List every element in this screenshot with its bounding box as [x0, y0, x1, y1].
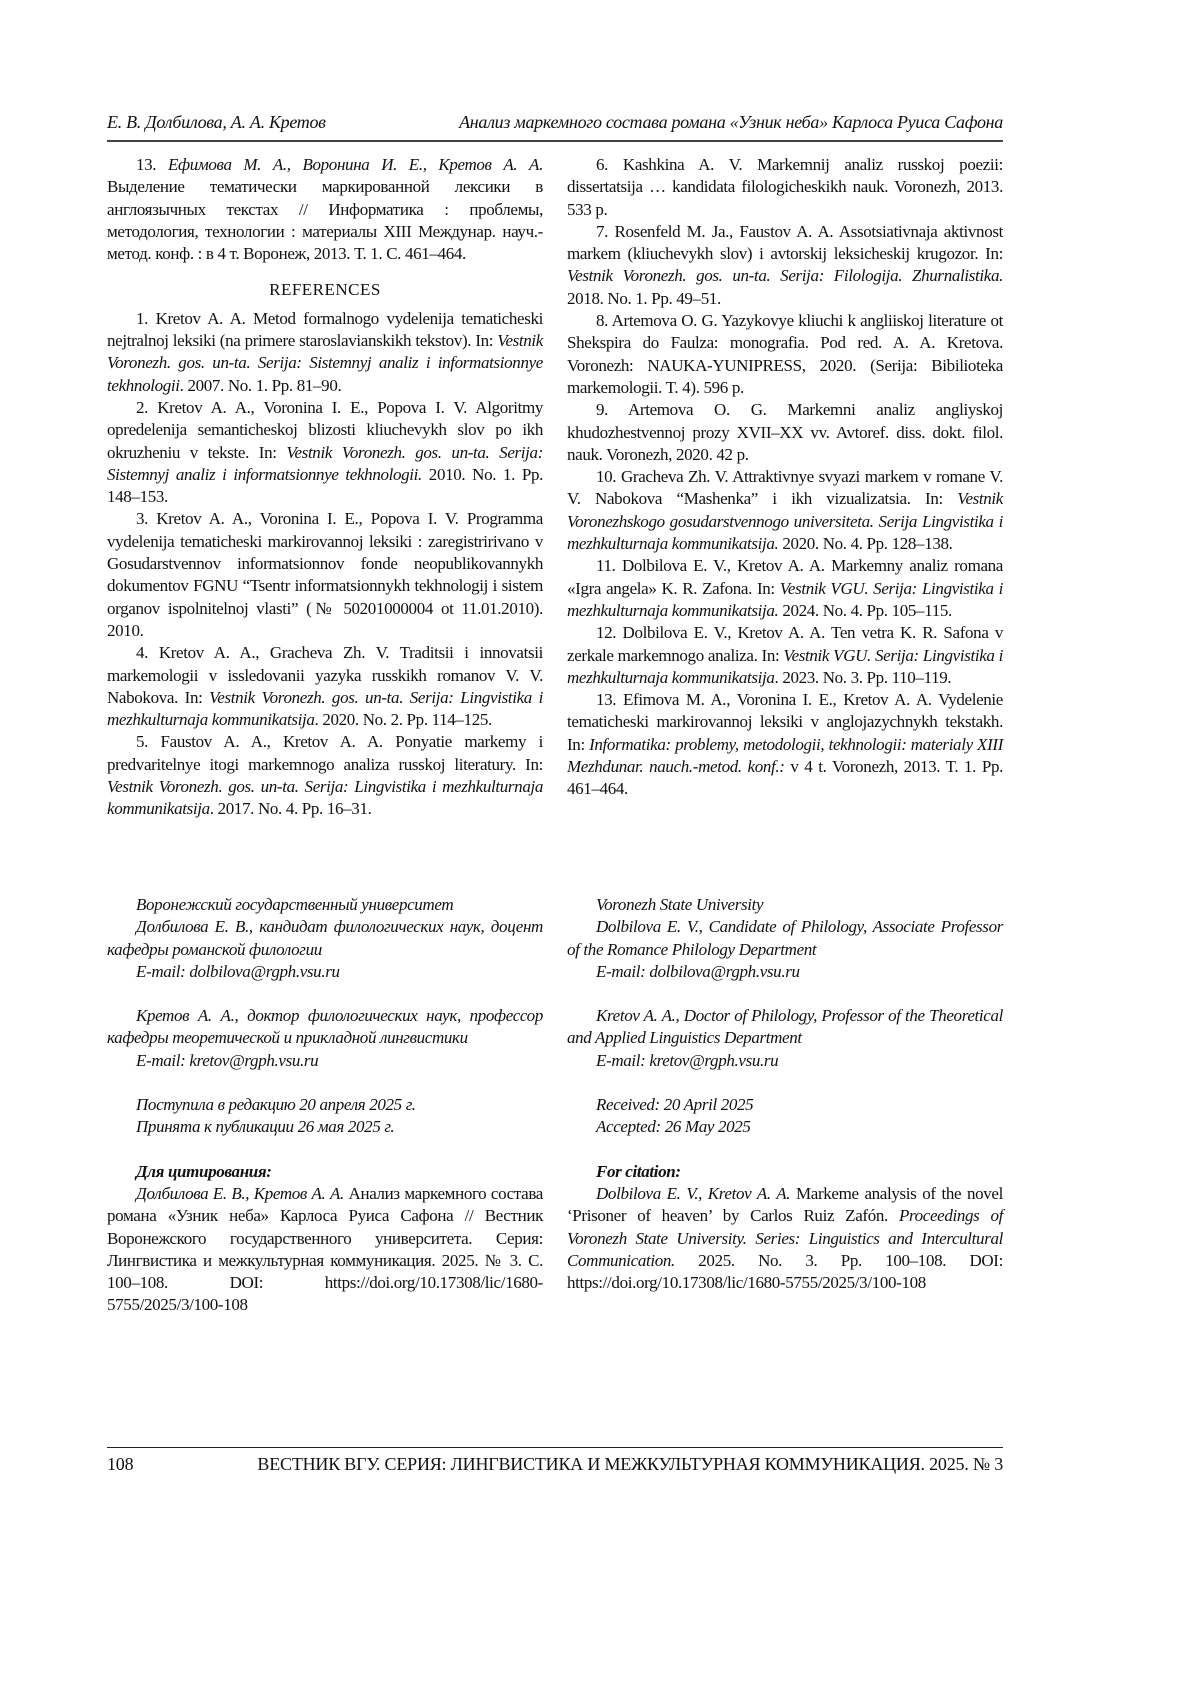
header-authors: Е. В. Долбилова, А. А. Кретов — [107, 112, 326, 132]
text-segment: 2024. No. 4. Pp. 105–115. — [778, 600, 952, 620]
text-segment: 4. Kretov A. A., Gracheva Zh. V. Traditsii i innovatsii markemologii v issledovanii yazyka russkikh romanov V. V. Nabokova. In: — [107, 643, 543, 707]
author-info: Kretov A. A., Doctor of Philology, Professor of the Theoretical and Applied Linguistics Department — [567, 1006, 1003, 1048]
italic-segment: Vestnik VGU. Serija: Lingvistika i mezhkulturnaja kommunikatsija. — [567, 578, 1003, 620]
text-segment: 3. Kretov A. A., Voronina I. E., Popova I. V. Programma vydelenija tematicheski markirovannoj leksiki : zaregistririvano v Gosudarstvennov informatsionnov fonde neopublikovannykh dokumentov FGNU “Tsentr informatsionnykh tekhnologij i sistem organov ispolnitelnoj vlasti” (№ 50201000004 ot 11.01.2010). 2010. — [107, 509, 543, 640]
citation-text — [567, 1183, 1003, 1294]
text-segment: . 2020. No. 2. Pp. 114–125. — [314, 710, 492, 730]
text-segment: 2. Kretov A. A., Voronina I. E., Popova I. V. Algoritmy opredelenija semanticheskoj blizosti kliuchevykh slov po ikh okruzheniu v tekste. In: — [107, 397, 543, 462]
italic-segment: Vestnik VGU. Serija: Lingvistika i mezhkulturnaja kommunikatsija — [567, 645, 1003, 687]
received-date: Поступила в редакцию 20 апреля 2025 г. — [136, 1095, 416, 1115]
text-segment: 5. Faustov A. A., Kretov A. A. Ponyatie markemy i predvaritelnye itogi markemnogo analiza russkoj literatury. In: — [107, 732, 543, 774]
italic-segment: Ефимова М. А., Воронина И. Е., Кретов А. А. — [167, 155, 543, 174]
text-segment: Выделение тематически маркированной лексики в англоязычных текстах // Информатика : проблемы, методология, технологии : материалы XIII Междунар. науч.-метод. конф. : в 4 т. Воронеж, 2013. Т. 1. С. 461–464. — [107, 177, 543, 264]
text-segment: Markeme analysis of the novel ‘Prisoner of heaven’ by Carlos Ruiz Zafón. — [567, 1183, 1004, 1226]
author-info: Dolbilova E. V., Candidate of Philology, Associate Professor of the Romance Philology Department — [567, 917, 1003, 959]
text-segment: 12. Dolbilova E. V., Kretov A. A. Ten vetra K. R. Safona v zerkale markemnogo analiza. In: — [567, 623, 1003, 665]
affiliation-en — [567, 894, 1003, 1294]
text-segment: . 2007. No. 1. Pp. 81–90. — [179, 375, 342, 395]
text-segment: 8. Artemova O. G. Yazykovye kliuchi k angliiskoj literature ot Shekspira do Faulza: monografia. Pod red. A. A. Kretova. Voronezh: NAUKA-YUNIPRESS, 2020. (Serija: Bibilioteka markemologii. T. 4). 596 p. — [567, 311, 1003, 397]
text-segment: 2025. No. 3. Pp. 100–108. DOI: https://doi.org/10.17308/lic/1680-5755/2025/3/100-108 — [567, 1250, 1003, 1293]
italic-segment: Vestnik Voronezh. gos. un-ta. Serija: Lingvistika i mezhkulturnaja kommunikatsija — [107, 687, 543, 730]
reference-item — [567, 689, 1003, 800]
footer-rule — [107, 1447, 1003, 1448]
reference-item — [107, 397, 543, 508]
citation-heading: For citation: — [596, 1161, 681, 1181]
email-link[interactable]: E-mail: dolbilova@rgph.vsu.ru — [596, 961, 800, 981]
text-segment: 7. Rosenfeld M. Ja., Faustov A. A. Assotsiativnaja aktivnost markem (kliuchevykh slov) i avtorskij leksicheskij krugozor. In: — [567, 221, 1003, 264]
journal-name: ВЕСТНИК ВГУ. СЕРИЯ: ЛИНГВИСТИКА И МЕЖКУЛЬТУРНАЯ КОММУНИКАЦИЯ. 2025. № 3 — [257, 1454, 1003, 1474]
affiliation-ru — [107, 894, 543, 1317]
text-segment: 2020. No. 4. Pp. 128–138. — [778, 534, 953, 554]
header-rule — [107, 140, 1003, 142]
text-segment: v 4 t. Voronezh, 2013. T. 1. Pp. 461–464. — [567, 757, 1003, 799]
running-header — [107, 112, 1003, 138]
email-link[interactable]: E-mail: kretov@rgph.vsu.ru — [596, 1050, 779, 1070]
text-segment: 10. Gracheva Zh. V. Attraktivnye svyazi markem v romane V. V. Nabokova “Mashenka” i ikh vizualizatsia. In: — [567, 467, 1003, 509]
page-number: 108 — [107, 1454, 134, 1474]
reference-item — [567, 555, 1003, 622]
references-heading: REFERENCES — [269, 280, 381, 300]
text-segment: . 2023. No. 3. Pp. 110–119. — [774, 667, 952, 687]
accepted-date: Принята к публикации 26 мая 2025 г. — [136, 1117, 395, 1137]
reference-item — [107, 642, 543, 731]
reference-item — [567, 622, 1003, 689]
text-segment: 13. Efimova M. A., Voronina I. E., Kretov A. A. Vydelenie tematicheski markirovannoj leksiki v anglojazychnykh tekstakh. In: — [567, 690, 1003, 754]
reference-item — [567, 310, 1003, 399]
italic-segment: Vestnik Voronezh. gos. un-ta. Serija: Filologija. Zhurnalistika. — [567, 266, 1003, 286]
citation-paragraph — [567, 1183, 1003, 1294]
text-segment: 13. — [136, 155, 168, 174]
email-link[interactable]: E-mail: dolbilova@rgph.vsu.ru — [136, 961, 340, 981]
author-info: Кретов А. А., доктор филологических наук, профессор кафедры теоретической и прикладной лингвистики — [107, 1006, 543, 1048]
reference-item — [567, 399, 1003, 466]
page-footer — [107, 1454, 1003, 1475]
text-segment: 11. Dolbilova E. V., Kretov A. A. Markemny analiz romana «Igra angela» K. R. Zafona. In: — [567, 556, 1003, 598]
italic-segment: Proceedings of Voronezh State University. Series: Linguistics and Intercultural Communication. — [567, 1206, 1003, 1270]
right-column — [567, 154, 1003, 801]
reference-item — [107, 154, 543, 265]
italic-segment: Vestnik Voronezhskogo gosudarstvennogo universiteta. Serija Lingvistika i mezhkulturnaja kommunikatsija. — [567, 489, 1003, 554]
text-segment: 1. Kretov A. A. Metod formalnogo vydelenija tematicheski nejtralnoj leksiki (na primere staroslavianskikh tekstov). In: — [107, 308, 543, 351]
text-segment: Анализ маркемного состава романа «Узник неба» Карлоса Руиса Сафона // Вестник Воронежского государственного университета. Серия: Лингвистика и межкультурная коммуникация. 2025. № 3. С. 100–108. DOI: https://doi.org/10.17308/lic/1680-5755/2025/3/100-108 — [107, 1183, 543, 1315]
left-column — [107, 154, 543, 821]
text-segment: 2010. No. 1. Pp. 148–153. — [107, 464, 543, 507]
received-date: Received: 20 April 2025 — [596, 1095, 754, 1115]
italic-segment: Vestnik Voronezh. gos. un-ta. Serija: Sistemnyj analiz i informatsionnye tekhnologii — [107, 331, 543, 395]
text-segment: . 2017. No. 4. Pp. 16–31. — [209, 799, 372, 819]
text-segment: 2018. No. 1. Pp. 49–51. — [567, 288, 721, 308]
author-info: Долбилова Е. В., кандидат филологических наук, доцент кафедры романской филологии — [107, 917, 543, 959]
italic-segment: Informatika: problemy, metodologii, tekhnologii: materialy XIII Mezhdunar. nauch.-metod. konf.: — [567, 734, 1003, 777]
ru-reference-list — [107, 154, 543, 265]
reference-item — [567, 221, 1003, 310]
en-reference-list-right — [567, 154, 1003, 801]
italic-segment: Dolbilova E. V., Kretov A. A. — [596, 1183, 791, 1203]
reference-item — [107, 308, 543, 397]
citation-text — [107, 1183, 543, 1317]
email-link[interactable]: E-mail: kretov@rgph.vsu.ru — [136, 1050, 319, 1070]
italic-segment: Vestnik Voronezh. gos. un-ta. Serija: Lingvistika i mezhkulturnaja kommunikatsija — [107, 777, 543, 819]
italic-segment: Долбилова Е. В., Кретов А. А. — [136, 1183, 344, 1203]
university: Воронежский государственный университет — [136, 895, 454, 914]
reference-item — [567, 154, 1003, 221]
text-segment: 6. Kashkina A. V. Markemnij analiz russkoj poezii: dissertatsija … kandidata filologicheskikh nauk. Voronezh, 2013. 533 p. — [567, 155, 1003, 219]
university: Voronezh State University — [596, 895, 764, 914]
header-title: Анализ маркемного состава романа «Узник неба» Карлоса Руиса Сафона — [459, 112, 1003, 132]
citation-heading: Для цитирования: — [136, 1161, 272, 1181]
reference-item — [107, 508, 543, 642]
accepted-date: Accepted: 26 May 2025 — [596, 1117, 751, 1137]
text-segment: 9. Artemova O. G. Markemni analiz angliyskoj khudozhestvennoj prozy XVII–XX vv. Avtoref. diss. dokt. filol. nauk. Voronezh, 2020. 42 p. — [567, 400, 1003, 464]
italic-segment: Vestnik Voronezh. gos. un-ta. Serija: Sistemnyj analiz i informatsionnye tekhnologii. — [107, 442, 544, 484]
reference-item — [567, 466, 1003, 555]
citation-paragraph — [107, 1183, 543, 1317]
en-reference-list-left — [107, 308, 543, 821]
reference-item — [107, 731, 543, 820]
